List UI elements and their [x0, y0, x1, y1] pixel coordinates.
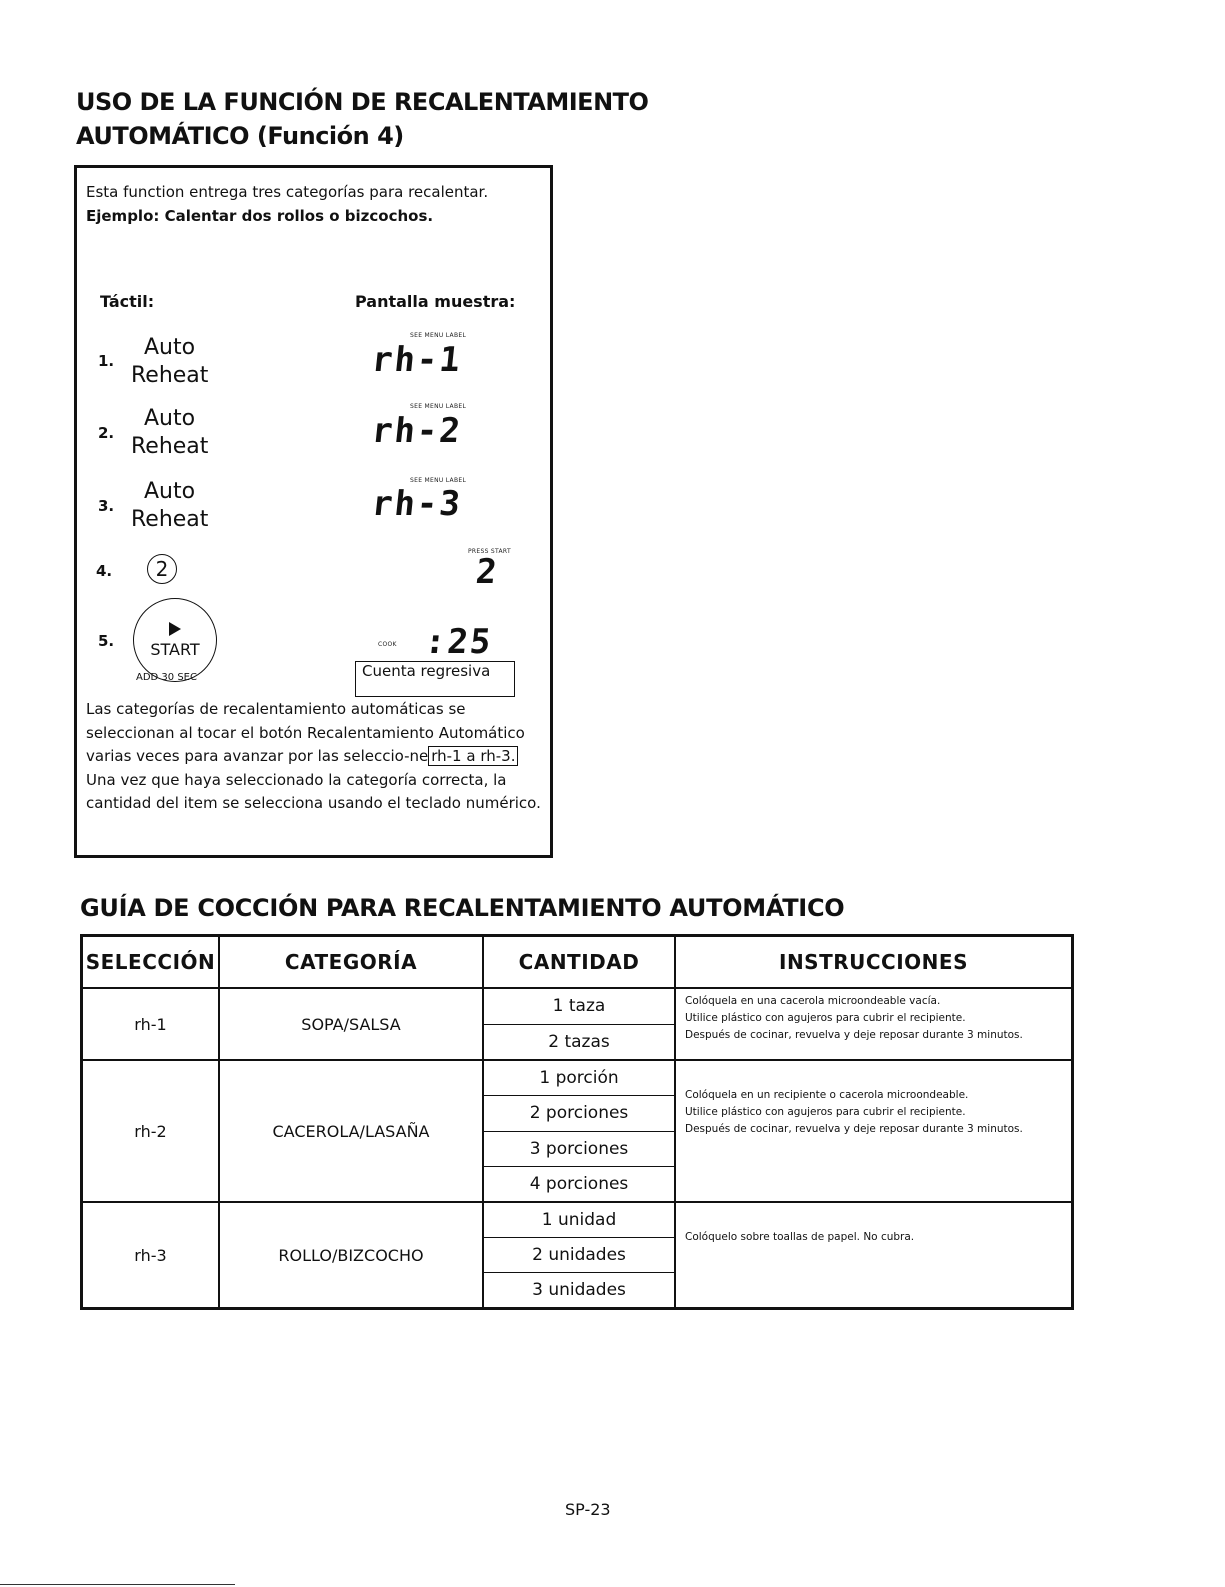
paragraph-part-1: Las categorías de recalentamiento automáticas se seleccionan al tocar el botón Recalentamiento Automático varias veces para avanzar por las seleccio-ne [86, 700, 525, 765]
example-line: Ejemplo: Calentar dos rollos o bizcochos. [86, 207, 434, 225]
quantity-option: 2 porciones [484, 1096, 674, 1131]
intro-text [86, 180, 488, 228]
header-category: CATEGORÍA [219, 936, 483, 989]
step-3-key-word1: Auto [144, 479, 196, 504]
number-2-key-label: 2 [155, 557, 169, 581]
step-1-display: rh-1 [369, 340, 464, 380]
paragraph-highlight: rh-1 a rh-3. [428, 746, 518, 766]
cooking-guide-table [80, 934, 1074, 1310]
selection-cell: rh-2 [82, 1060, 220, 1202]
instruction-line: Después de cocinar, revuelva y deje reposar durante 3 minutos. [685, 1123, 1023, 1135]
step-4-display: 2 [473, 552, 501, 592]
countdown-note: Cuenta regresiva [355, 661, 515, 697]
play-icon [169, 622, 181, 636]
start-key-icon [133, 598, 217, 682]
step-2-display: rh-2 [369, 411, 464, 451]
instruction-line: Colóquelo sobre toallas de papel. No cubra. [685, 1231, 915, 1243]
instruction-line: Después de cocinar, revuelva y deje reposar durante 3 minutos. [685, 1029, 1023, 1041]
quantity-option: 1 porción [484, 1061, 674, 1096]
start-key-label: START [150, 639, 200, 659]
instruction-line: Utilice plástico con agujeros para cubrir el recipiente. [685, 1106, 966, 1118]
quantity-option: 4 porciones [529, 1173, 629, 1194]
table-row [82, 1202, 1073, 1309]
category-cell: CACEROLA/LASAÑA [219, 1060, 483, 1202]
number-2-key-icon [147, 554, 177, 584]
selection-cell: rh-1 [82, 988, 220, 1060]
add-30-sec-label: ADD 30 SEC [136, 672, 197, 683]
step-1-key-word2: Reheat [131, 363, 209, 388]
guide-title: GUÍA DE COCCIÓN PARA RECALENTAMIENTO AUTOMÁTICO [80, 894, 845, 922]
instruction-line: Colóquela en una cacerola microondeable vacía. [685, 995, 941, 1007]
step-2-key-word2: Reheat [131, 434, 209, 459]
quantity-cell [483, 1202, 675, 1309]
instructions-cell [675, 1060, 1073, 1202]
header-instructions: INSTRUCCIONES [675, 936, 1073, 989]
selection-cell: rh-3 [82, 1202, 220, 1309]
step-3-number: 3. [98, 497, 115, 515]
step-4-display-label: PRESS START [468, 548, 511, 555]
table-row [82, 988, 1073, 1060]
intro-line: Esta function entrega tres categorías para recalentar. [86, 183, 489, 201]
step-3-display: rh-3 [369, 484, 464, 524]
step-4-number: 4. [96, 562, 113, 580]
section-title-line1: USO DE LA FUNCIÓN DE RECALENTAMIENTO [76, 88, 649, 116]
quantity-cell [483, 1060, 675, 1202]
table-row [82, 1060, 1073, 1202]
display-header: Pantalla muestra: [355, 292, 516, 311]
category-cell: SOPA/SALSA [219, 988, 483, 1060]
header-selection: SELECCIÓN [82, 936, 220, 989]
step-3-display-label: SEE MENU LABEL [410, 477, 467, 484]
step-3-key-word2: Reheat [131, 507, 209, 532]
step-2-key-word1: Auto [144, 406, 196, 431]
step-5-display: :25 [422, 622, 495, 662]
instruction-line: Colóquela en un recipiente o cacerola microondeable. [685, 1089, 969, 1101]
section-title-line2: AUTOMÁTICO (Función 4) [76, 122, 404, 150]
step-5-number: 5. [98, 632, 115, 650]
quantity-cell [483, 988, 675, 1060]
scan-edge-line [0, 1584, 235, 1585]
quantity-option: 1 unidad [484, 1203, 674, 1238]
cook-label: COOK [378, 641, 397, 648]
touch-header: Táctil: [100, 292, 155, 311]
step-1-number: 1. [98, 352, 115, 370]
instruction-line: Utilice plástico con agujeros para cubrir el recipiente. [685, 1012, 966, 1024]
instructions-cell [675, 988, 1073, 1060]
selection-paragraph [86, 698, 546, 816]
quantity-option: 2 unidades [484, 1238, 674, 1273]
quantity-option: 2 tazas [548, 1031, 610, 1052]
paragraph-part-2: Una vez que haya seleccionado la categoría correcta, la cantidad del item se selecciona usando el teclado numérico. [86, 770, 541, 812]
quantity-option: 1 taza [484, 989, 674, 1025]
quantity-option: 3 porciones [484, 1132, 674, 1167]
page-number: SP-23 [565, 1500, 611, 1519]
step-1-display-label: SEE MENU LABEL [410, 332, 467, 339]
quantity-option: 3 unidades [532, 1280, 626, 1300]
step-1-key-word1: Auto [144, 335, 196, 360]
instructions-cell [675, 1202, 1073, 1309]
category-cell: ROLLO/BIZCOCHO [219, 1202, 483, 1309]
table-header-row [82, 936, 1073, 989]
step-2-display-label: SEE MENU LABEL [410, 403, 467, 410]
header-quantity: CANTIDAD [483, 936, 675, 989]
step-2-number: 2. [98, 424, 115, 442]
